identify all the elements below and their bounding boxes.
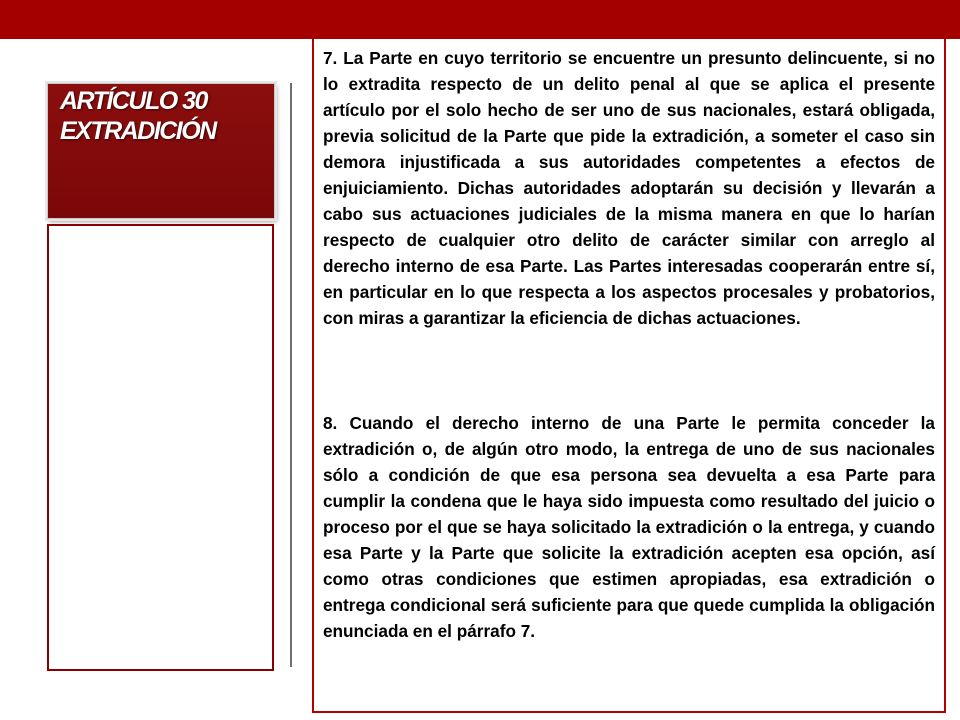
article-subtitle: EXTRADICIÓN [60,117,216,145]
header-bar [0,0,960,39]
paragraph-7: 7. La Parte en cuyo territorio se encuentre un presunto delincuente, si no lo extradita respecto de un delito penal al que se aplica el presente artículo por el solo hecho de ser uno de sus nacionales, estará obligada, previa solicitud de la Parte que pide la extradición, a someter el caso sin demora injustificada a sus autoridades competentes a efectos de enjuiciamiento. Dichas autoridades adoptarán su decisión y llevarán a cabo sus actuaciones judiciales de la misma manera en que lo harían respecto de cualquier otro delito de carácter similar con arreglo al derecho interno de esa Parte. Las Partes interesadas cooperarán entre sí, en particular en lo que respecta a los aspectos procesales y probatorios, con miras a garantizar la eficiencia de dichas actuaciones. [323,48,935,328]
paragraph-8: 8. Cuando el derecho interno de una Parte le permita conceder la extradición o, de algún otro modo, la entrega de uno de sus nacionales sólo a condición de que esa persona sea devuelta a esa Parte para cumplir la condena que le haya sido impuesta como resultado del juicio o proceso por el que se haya solicitado la extradición o la entrega, y cuando esa Parte y la Parte que solicite la extradición acepten esa opción, así como otras condiciones que estimen apropiadas, esa extradición o entrega condicional será suficiente para que quede cumplida la obligación enunciada en el párrafo 7. [323,413,935,641]
side-panel [47,224,274,671]
content-panel [312,39,946,713]
vertical-divider [290,83,292,667]
title-box [47,83,275,219]
article-title: ARTÍCULO 30 [60,87,207,115]
